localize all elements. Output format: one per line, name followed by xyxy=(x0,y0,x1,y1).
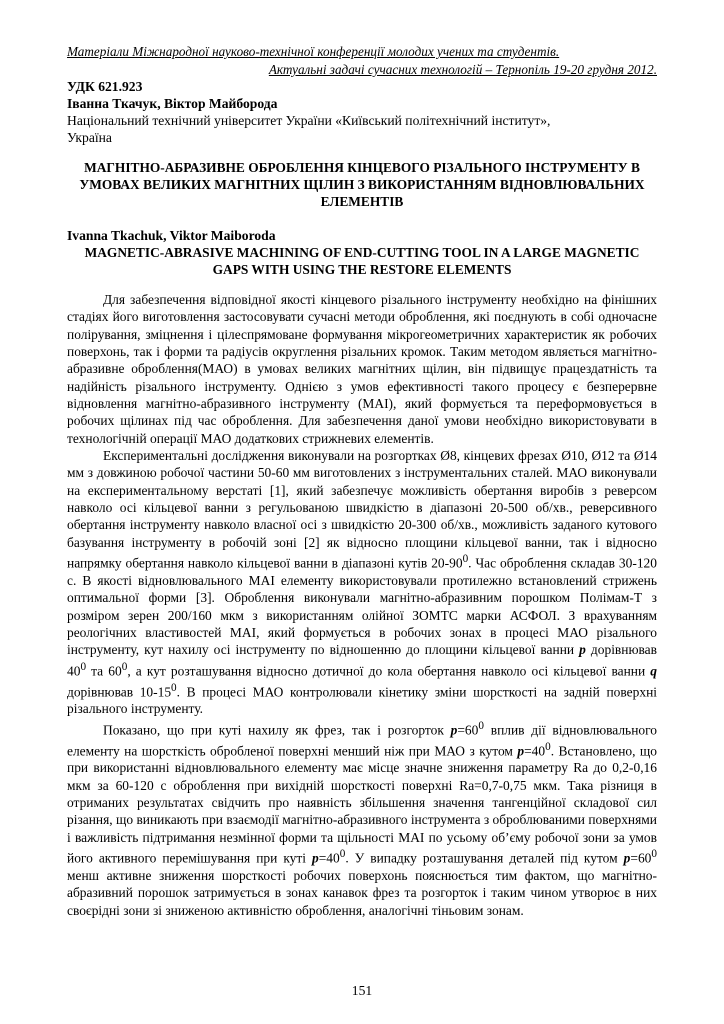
paragraph-1: Для забезпечення відповідної якості кінцевого різального інструменту необхідно на фінішних стадіях його виготовлення застосовувати сучасні методи оброблення, які поєднують в собі одночасне полірування, зміцнення і цілеспрямоване формування мікрогеометричних характеристик як робочих поверхонь, так і форми та радіусів округлення різальних кромок. Таким методом являється магнітно-абразивне оброблення(МАО) в умовах великих магнітних щілин, він підвищує працездатність та надійність різального інструменту. Однією з умов ефективності такого процесу є безперервне відновлення магнітно-абразивного інструменту (МАІ), який формується та переформовується в робочих щілинах під час оброблення. Для забезпечення даної умови необхідно використовувати в технологічній операції МАО додаткових стрижневих елементів. xyxy=(67,292,657,446)
conference-header-line-2: Актуальні задачі сучасних технологій – Тернопіль 19-20 грудня 2012. xyxy=(268,62,657,77)
paragraph-2: Експериментальні дослідження виконували на розгортках Ø8, кінцевих фрезах Ø10, Ø12 та Ø14 мм з довжиною робочої частини 50-60 мм виготовлених з інструментальних сталей. МАО виконували на експериментальному верстаті [1], який забезпечує можливість обертання виробів з реверсом навколо осі кільцевої ванни з регульованою швидкістю в діапазоні 20-500 об/хв., реверсивного обертання інструменту навколо власної осі з швидкістю 20-300 об/хв., можливість заданого кутового базування інструменту в робочій зоні [2] як відносно площини кільцевої ванни, так і відносно напрямку обертання навколо кільцевої ванни в діапазоні кутів $20-90^0$. Час оброблення складав 30-120 с. В якості відновлювального МАІ елементу використовували протилежно встановлений стрижень оптимальної форми [3]. Оброблення виконували магнітно-абразивним порошком Полімам-Т з розміром зерен 200/160 мкм з використанням олійної ЗОМТС марки АСФОЛ. З врахуванням реологічних властивостей МАІ, який формується в робочих зонах в процесі МАО різального інструменту, кут нахилу осі інструменту по відношенню до площини кільцевої ванни р дорівнював $40^0$ та $60^0$, а кут розташування відносно дотичної до кола обертання навколо осі кільцевої ванни q дорівнював $10-15^0$. В процесі МАО контролювали кінетику зміни шорсткості на задній поверхні різального інструменту. xyxy=(67,448,657,717)
conference-header-line-1: Матеріали Міжнародної науково-технічної конференції молодих учених та студентів. xyxy=(67,44,560,59)
page-number: 151 xyxy=(351,983,373,998)
paragraph-3: Показано, що при куті нахилу як фрез, так і розгорток $р=60^0$ вплив дії відновлювального елементу на шорсткість обробленої поверхні менший ніж при МАО з кутом $р=40^0$. Встановлено, що при використанні відновлювального елементу має місце значне зниження параметру Ra до 0,2-0,16 мкм за 60-120 с оброблення при вихідній шорсткості поверхні Ra=0,7-0,75 мкм. Така різниця в отриманих результатах свідчить про наявність збільшення значення тангенційної складової сил різання, що виникають при взаємодії магнітно-абразивного інструмента з оброблюваними поверхнями і важливість підтримання незмінної форми та щільності МАІ по усьому об’єму робочої зони за умов його активного перемішування при куті $р=40^0$. У випадку розташування деталей під кутом $р=60^0$ менш активне зниження шорсткості робочих поверхонь пояснюється тим фактом, що магнітно-абразивний порошок затримується в зонах канавок фрез та розгорток і таким чином утворює в них своєрідні зони зі зниженою активністю оброблення, аналогічні тіньовим зонам. xyxy=(67,719,657,918)
authors-ua: Іванна Ткачук, Віктор Майборода xyxy=(67,96,278,111)
title-english: MAGNETIC-ABRASIVE MACHINING OF END-CUTTING TOOL IN A LARGE MAGNETIC GAPS WITH USING THE RESTORE ELEMENTS xyxy=(84,245,640,277)
udk-code: УДК 621.923 xyxy=(67,79,143,94)
authors-english: Ivanna Tkachuk, Viktor Maiboroda xyxy=(67,228,276,243)
paper-page xyxy=(67,0,657,1024)
affiliation-line-1: Національний технічний університет України «Київський політехнічний інститут», xyxy=(67,113,551,128)
title-ukrainian: МАГНІТНО-АБРАЗИВНЕ ОБРОБЛЕННЯ КІНЦЕВОГО РІЗАЛЬНОГО ІНСТРУМЕНТУ В УМОВАХ ВЕЛИКИХ МАГНІТНИХ ЩІЛИН З ВИКОРИСТАННЯМ ВІДНОВЛЮВАЛЬНИХ ЕЛЕМЕНТІВ xyxy=(79,160,645,209)
article-body xyxy=(67,291,657,919)
affiliation-line-2: Україна xyxy=(67,130,112,145)
